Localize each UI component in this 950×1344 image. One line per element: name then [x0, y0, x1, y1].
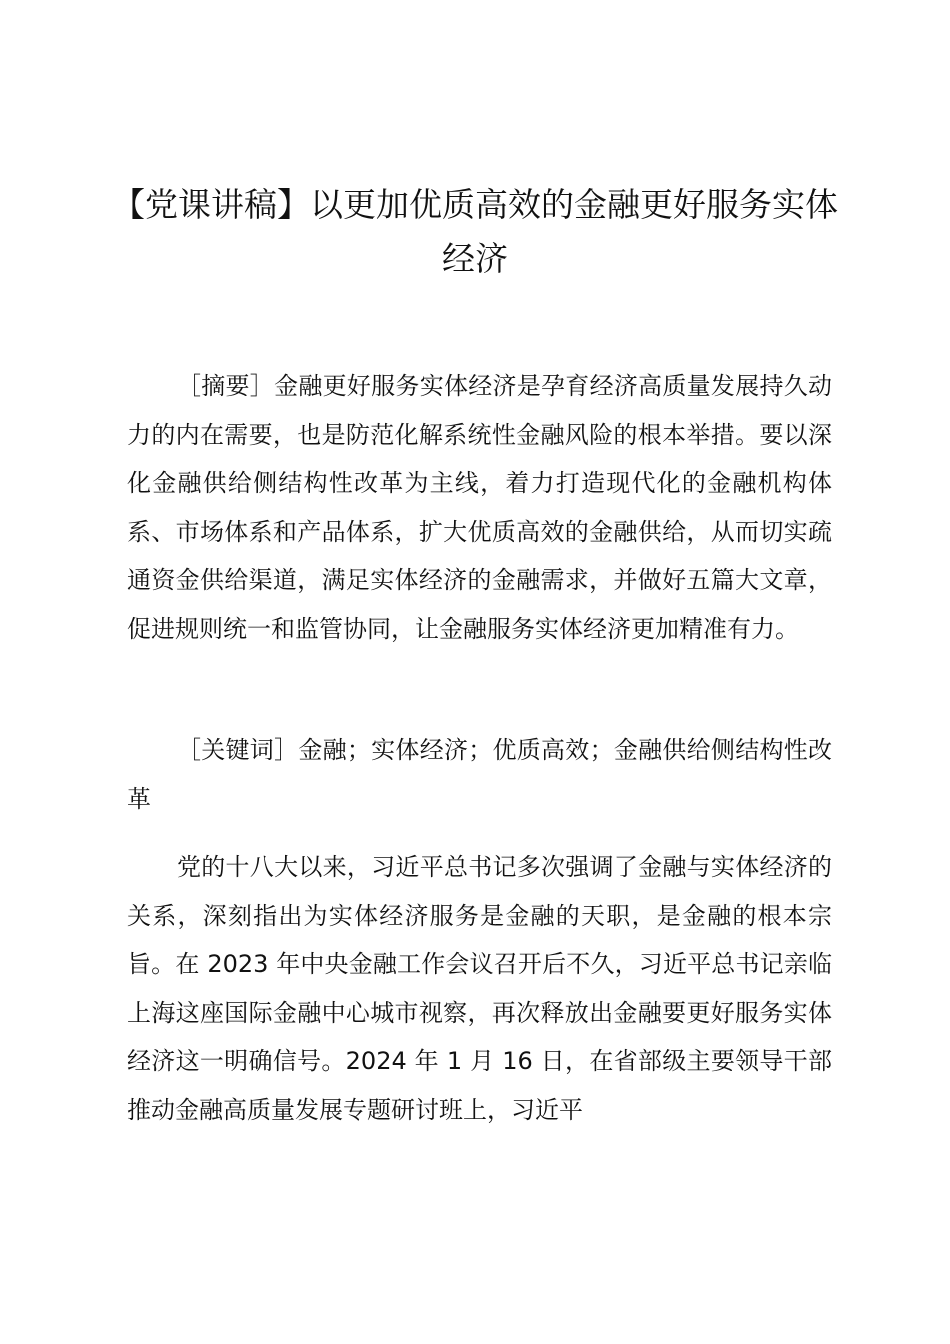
abstract-paragraph: ［摘要］金融更好服务实体经济是孕育经济高质量发展持久动力的内在需要，也是防范化解系统性金融风险的根本举措。要以深化金融供给侧结构性改革为主线，着力打造现代化的金融机构体系、市场体系和产品体系，扩大优质高效的金融供给，从而切实疏通资金供给渠道，满足实体经济的金融需求，并做好五篇大文章，促进规则统一和监管协同，让金融服务实体经济更加精准有力。 [127, 372, 832, 643]
intro-paragraph: 党的十八大以来，习近平总书记多次强调了金融与实体经济的关系，深刻指出为实体经济服务是金融的天职，是金融的根本宗旨。在 2023 年中央金融工作会议召开后不久，习近平总书记亲临上海这座国际金融中心城市视察，再次释放出金融要更好服务实体经济这一明确信号。2024 年 1 月 16 日，在省部级主要领导干部推动金融高质量发展专题研讨班上，习近平 [127, 853, 832, 1124]
document-title: 【党课讲稿】以更加优质高效的金融更好服务实体经济 [112, 185, 838, 278]
keywords-paragraph: ［关键词］金融；实体经济；优质高效；金融供给侧结构性改革 [127, 736, 832, 813]
